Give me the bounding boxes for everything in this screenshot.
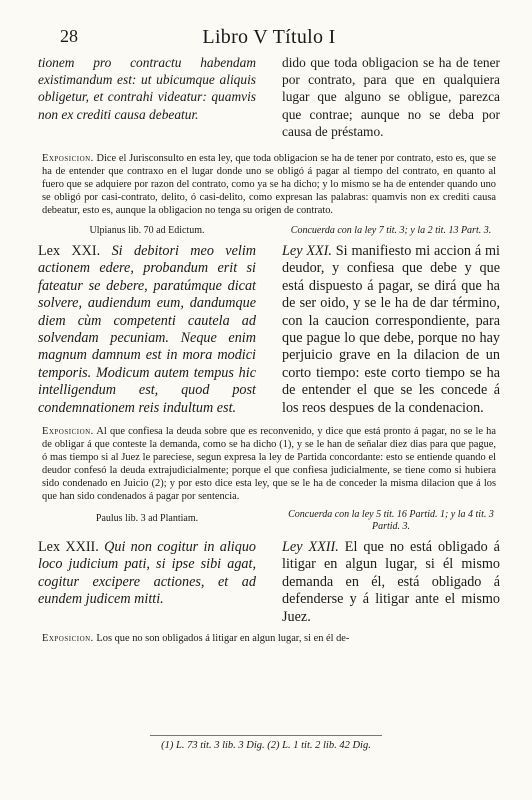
exposicion-text: Los que no son obligados á litigar en algun lugar, si en él de-: [96, 633, 350, 645]
citation-right-22: Concuerda con la ley 5 tit. 16 Partid. 1; y la 4 tit. 3 Partid. 3.: [288, 509, 494, 533]
ley-label-22: Ley XXII.: [282, 539, 339, 556]
running-title: Libro V Título I: [202, 26, 336, 48]
exposicion-2: [42, 425, 496, 503]
page: [38, 26, 500, 645]
citation-left-21: Ulpianus lib. 70 ad Edictum.: [89, 225, 205, 237]
exposicion-text: Al que confiesa la deuda sobre que es reconvenido, y dice que está pronto á pagar, no se le ha de obligar á que conteste la demanda, como se ha dicho (1), y se le han de señalar diez dias para que pague, ó mas tiempo si al Juez le pareciese, segun expresa la ley de Partida concordante: esto se entiende quando el deudor confesó la deuda extrajudicialmente; porque el que confiesa judicialmente, se tiene como si hubiera sido condenado en Juicio (2); y por esto dice esta ley, que se le ha de conceder la misma dilacion que á los que han sido condenados á pagar por sentencia.: [42, 426, 496, 503]
spanish-text-21: [282, 243, 500, 417]
top-columns: [38, 54, 500, 140]
section-22-citations: [38, 509, 500, 533]
section-21-citations: [38, 225, 500, 237]
footnotes: (1) L. 73 tit. 3 lib. 3 Dig. (2) L. 1 tit. 2 lib. 42 Dig.: [161, 740, 371, 751]
lex-label-22: Lex XXII.: [38, 539, 99, 556]
latin-body-21: Si debitori meo velim actionem edere, probandum erit si fateatur se debere, paratúmque dicat solvere, audiendum eum, dandumque diem cùm competenti cautela ad solvendam pecuniam. Neque enim magnum damnum est in mora modici temporis. Modicum autem tempus hic intelligendum est, quod post condemnationem reis indultum est.: [38, 243, 257, 416]
spanish-text-top: dido que toda obligacion se ha de tener por contrato, para que en qualquiera lugar que alguno se obligue, parezca que contrae; aunque no se deba por causa de préstamo.: [282, 55, 500, 139]
page-header: [38, 26, 500, 52]
exposicion-text: Dice el Jurisconsulto en esta ley, que toda obligacion se ha de tener por contrato, esto es, que se ha de entender que contraxo en el lugar donde uno se obligó á pagar al tiempo del contrato, en quanto al fuero que se adquiere por razon del contrato, como ya se ha dicho; y lo mismo se ha de entender quando uno se obligó por casi-contrato, delito, ó casi-delito, como expresan las palabras: quamvis non ex crediti causa debeatur, esto es, aunque la obligacion no tenga su origen de contrato.: [42, 153, 496, 217]
footnote-rule: [150, 735, 382, 736]
latin-text-top: tionem pro contractu habendam existimandum est: ut ubicumque aliquis obligetur, et contrahi videatur: quamvis non ex crediti causa debeatur.: [38, 55, 256, 122]
citation-right-21: Concuerda con la ley 7 tit. 3; y la 2 tit. 13 Part. 3.: [290, 225, 492, 237]
ley-label-21: Ley XXI.: [282, 243, 332, 260]
exposicion-lead: Exposicion.: [42, 153, 94, 165]
exposicion-lead: Exposicion.: [42, 633, 94, 645]
spanish-text-22: [282, 539, 500, 626]
exposicion-lead: Exposicion.: [42, 426, 94, 438]
spanish-body-21: Si manifiesto mi accion á mi deudor, y confiesa que debe y que está dispuesto á pagar, se dirá que ha de ser oido, y se le ha de dar término, con la caucion correspondiente, para que pague lo que debe, porque no hay perjuicio grave en la dilacion de un corto tiempo: este corto tiempo se ha de entender el que se les concede á los reos despues de la condenacion.: [282, 243, 500, 416]
citation-left-22: Paulus lib. 3 ad Plantiam.: [95, 513, 199, 525]
exposicion-1: [42, 152, 496, 217]
spanish-body-22: El que no está obligado á litigar en algun lugar, si él mismo demanda en él, está obligado á defenderse y á litigar ante el mismo Juez.: [282, 539, 500, 625]
section-22: [38, 539, 500, 626]
latin-body-22: Qui non cogitur in aliquo loco judicium pati, si ipse sibi agat, cogitur excipere actiones, et ad eundem judicem mitti.: [38, 539, 257, 608]
lex-label-21: Lex XXI.: [38, 243, 101, 260]
exposicion-3: [42, 632, 496, 645]
page-number: 28: [60, 26, 78, 46]
latin-text-22: [38, 539, 256, 626]
section-21: [38, 243, 500, 417]
latin-text-21: [38, 243, 256, 417]
